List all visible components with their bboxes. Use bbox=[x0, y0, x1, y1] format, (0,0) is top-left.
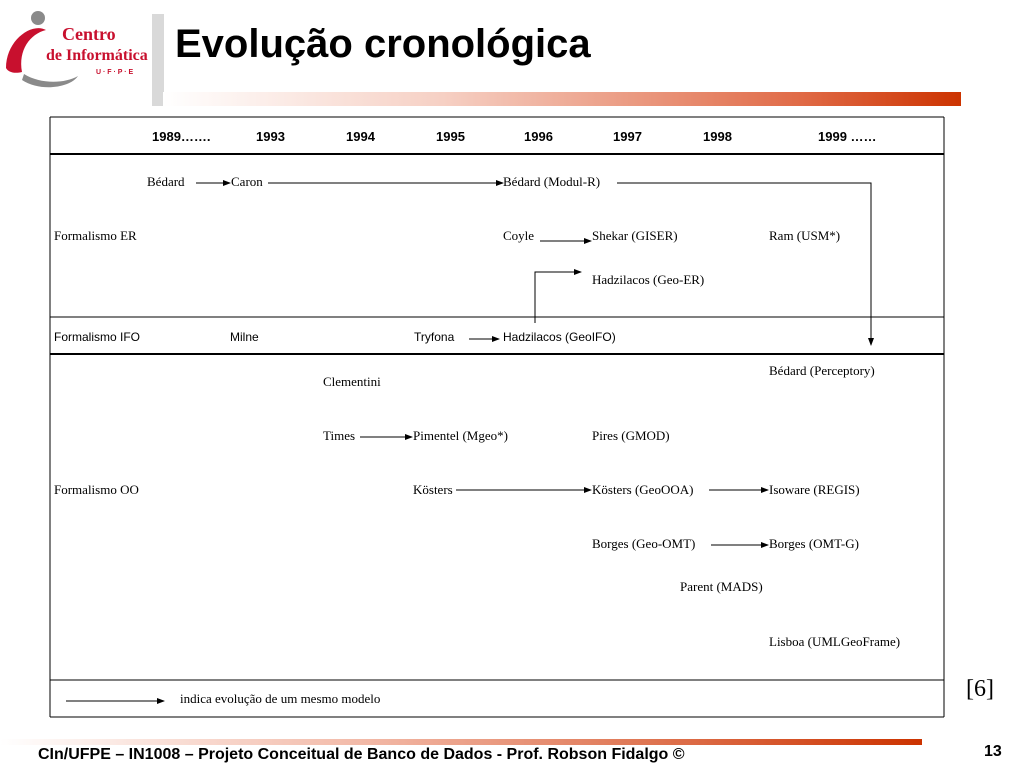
node-bedard: Bédard bbox=[147, 174, 185, 189]
edge-modul-r-perceptory bbox=[617, 183, 871, 345]
year-1994: 1994 bbox=[346, 129, 375, 144]
node-coyle: Coyle bbox=[503, 228, 535, 243]
year-1998: 1998 bbox=[703, 129, 732, 144]
node-borges-geo-omt: Borges (Geo-OMT) bbox=[592, 536, 696, 551]
year-1993: 1993 bbox=[256, 129, 285, 144]
node-caron: Caron bbox=[231, 174, 263, 189]
node-clementini: Clementini bbox=[323, 374, 381, 389]
year-1999: 1999 …… bbox=[818, 129, 877, 144]
section-formalismo-oo: Formalismo OO bbox=[54, 482, 139, 497]
section-formalismo-ifo: Formalismo IFO bbox=[54, 330, 141, 344]
page-number: 13 bbox=[984, 743, 1002, 760]
node-isoware: Isoware (REGIS) bbox=[769, 482, 860, 497]
footer-text: CIn/UFPE – IN1008 – Projeto Conceitual de Banco de Dados - Prof. Robson Fidalgo © bbox=[38, 746, 685, 763]
node-kosters: Kösters bbox=[413, 482, 453, 497]
node-milne: Milne bbox=[230, 330, 259, 344]
edge-geoifo-geo-er bbox=[535, 272, 581, 323]
node-shekar: Shekar (GISER) bbox=[592, 228, 678, 243]
node-kosters-geoooa: Kösters (GeoOOA) bbox=[592, 482, 694, 497]
node-parent: Parent (MADS) bbox=[680, 579, 763, 594]
logo-line2: de Informática bbox=[46, 47, 148, 64]
node-borges-omt-g: Borges (OMT-G) bbox=[769, 536, 859, 551]
node-ram: Ram (USM*) bbox=[769, 228, 841, 243]
node-lisboa: Lisboa (UMLGeoFrame) bbox=[769, 634, 901, 649]
node-times: Times bbox=[323, 428, 356, 443]
node-bedard-modul-r: Bédard (Modul-R) bbox=[503, 174, 601, 189]
node-pires: Pires (GMOD) bbox=[592, 428, 670, 443]
node-hadzilacos-geoifo: Hadzilacos (GeoIFO) bbox=[503, 330, 616, 344]
node-tryfona: Tryfona bbox=[414, 330, 455, 344]
year-1989: 1989……. bbox=[152, 129, 211, 144]
legend-text: indica evolução de um mesmo modelo bbox=[180, 691, 381, 706]
footer-bar bbox=[0, 739, 922, 745]
year-1997: 1997 bbox=[613, 129, 642, 144]
node-bedard-perceptory: Bédard (Perceptory) bbox=[769, 363, 875, 378]
logo-line3: U · F · P · E bbox=[96, 69, 134, 76]
year-1995: 1995 bbox=[436, 129, 465, 144]
page-title: Evolução cronológica bbox=[175, 22, 591, 66]
node-hadzilacos-geo-er: Hadzilacos (Geo-ER) bbox=[592, 272, 705, 287]
logo-line1: Centro bbox=[62, 24, 116, 44]
diagram-frame bbox=[50, 117, 944, 717]
reference-citation: [6] bbox=[966, 676, 994, 702]
year-1996: 1996 bbox=[524, 129, 553, 144]
node-pimentel: Pimentel (Mgeo*) bbox=[413, 428, 508, 443]
section-formalismo-er: Formalismo ER bbox=[54, 228, 137, 243]
